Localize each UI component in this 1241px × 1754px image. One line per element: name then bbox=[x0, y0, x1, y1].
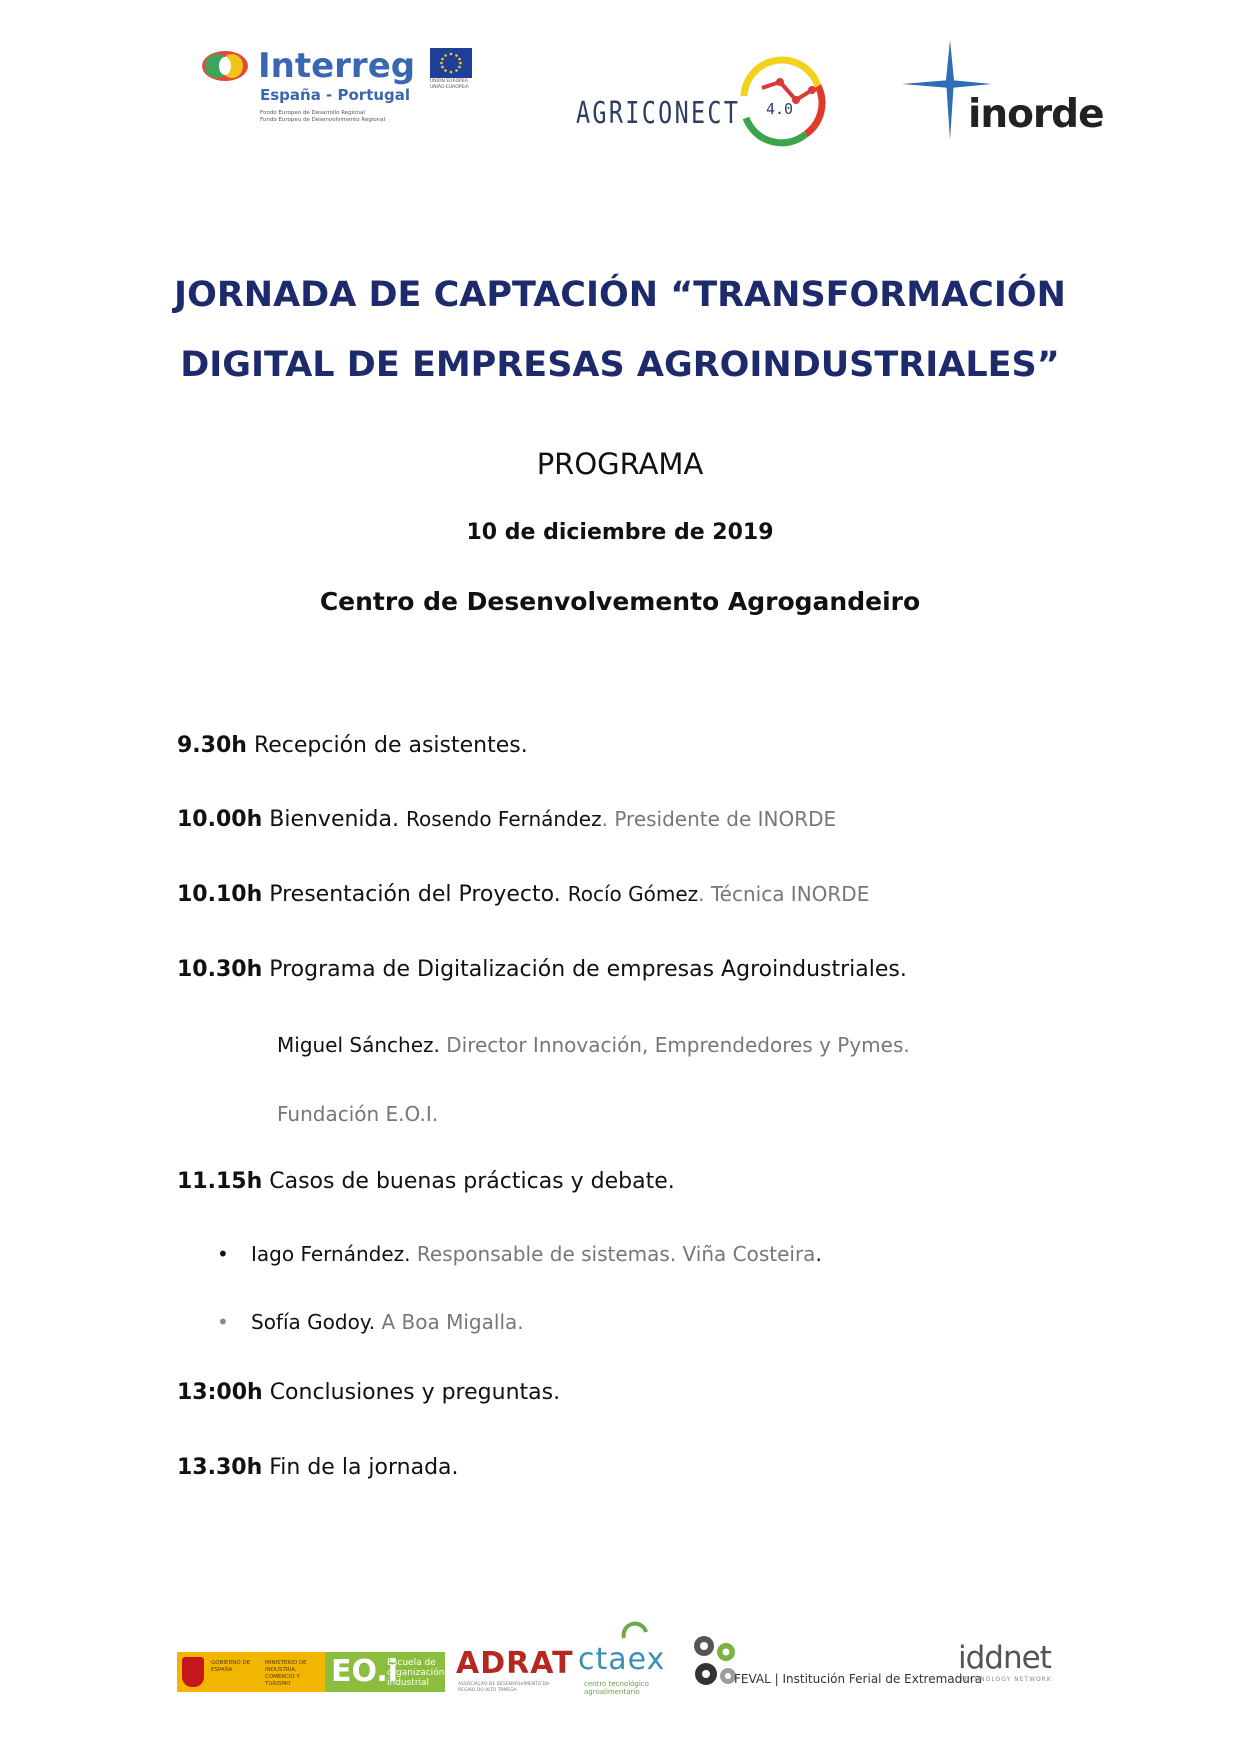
eu-fine-text bbox=[430, 79, 469, 91]
agenda-item bbox=[177, 1455, 459, 1480]
agenda-end: . bbox=[815, 1242, 822, 1266]
agenda-speaker: Miguel Sánchez. bbox=[277, 1033, 440, 1057]
interreg-sub: España - Portugal bbox=[260, 86, 411, 104]
agenda-role: . Técnica INORDE bbox=[698, 882, 870, 906]
adrat-sub: ASSOCIAÇÃO DE DESENVOLVIMENTO DA REGIÃO DO ALTO TÂMEGA bbox=[458, 1682, 550, 1693]
agenda-text: Programa de Digitalización de empresas Agroindustriales. bbox=[262, 957, 907, 982]
agenda-speaker: Iago Fernández. bbox=[251, 1242, 411, 1266]
programa-heading: PROGRAMA bbox=[536, 447, 704, 481]
event-title-line-1: JORNADA DE CAPTACIÓN “TRANSFORMACIÓN bbox=[174, 275, 1066, 315]
agenda-item bbox=[177, 1380, 560, 1405]
ctaex-swirl-icon bbox=[620, 1620, 650, 1642]
agenda-item bbox=[177, 957, 907, 982]
eoi-sub: Escuela de organización industrial bbox=[387, 1658, 445, 1688]
agenda-role: Responsable de sistemas. Viña Costeira bbox=[410, 1242, 816, 1266]
inorde-word: inorde bbox=[968, 92, 1104, 137]
agenda-role: A Boa Migalla. bbox=[375, 1310, 524, 1334]
interreg-name: Interreg bbox=[258, 46, 416, 86]
agenda-role: Director Innovación, Emprendedores y Pymes. bbox=[439, 1033, 910, 1057]
interreg-fine-b: Fundo Europeu de Desenvolvimento Regional bbox=[260, 117, 386, 123]
event-title-line-2: DIGITAL DE EMPRESAS AGROINDUSTRIALES” bbox=[180, 345, 1060, 385]
gobierno-logo bbox=[177, 1652, 325, 1692]
eoi-logo bbox=[325, 1652, 445, 1692]
agenda-text: Bienvenida. bbox=[262, 807, 406, 832]
inorde-logo bbox=[902, 40, 1102, 140]
iddnet-word: iddnet bbox=[958, 1640, 1051, 1676]
agenda-text: Presentación del Proyecto. bbox=[262, 882, 568, 907]
interreg-fine-a: Fondo Europeo de Desarrollo Regional bbox=[260, 110, 365, 116]
agenda-bullet-item bbox=[217, 1242, 822, 1267]
adrat-word: ADRAT bbox=[456, 1646, 574, 1681]
agenda-text: Fin de la jornada. bbox=[262, 1455, 459, 1480]
feval-gears-icon bbox=[692, 1632, 740, 1694]
agriconect-word: AGRICONECT bbox=[576, 96, 741, 131]
agenda-text: Conclusiones y preguntas. bbox=[262, 1380, 561, 1405]
ministerio-text: MINISTERIO DE INDUSTRIA, COMERCIO Y TURISMO bbox=[265, 1660, 307, 1687]
event-title bbox=[120, 260, 1120, 400]
iddnet-sub: TECHNOLOGY NETWORK bbox=[960, 1676, 1052, 1683]
eu-flag-icon bbox=[430, 48, 472, 78]
bullet-icon: • bbox=[217, 1310, 229, 1334]
event-date: 10 de diciembre de 2019 bbox=[466, 520, 774, 545]
eu-fine-b: UNIÃO EUROPEIA bbox=[430, 85, 469, 90]
ctaex-logo bbox=[578, 1620, 668, 1700]
agenda-time: 13.30h bbox=[177, 1455, 263, 1480]
agenda-item bbox=[177, 733, 528, 758]
agenda-item bbox=[177, 807, 836, 832]
iddnet-logo bbox=[958, 1640, 1058, 1690]
agenda-speaker: Rosendo Fernández bbox=[405, 807, 602, 831]
gobierno-text: GOBIERNO DE ESPAÑA bbox=[211, 1660, 251, 1673]
agenda-time: 10.10h bbox=[177, 882, 263, 907]
ctaex-sub: centro tecnológico agroalimentario bbox=[584, 1680, 649, 1696]
agenda-text: Recepción de asistentes. bbox=[246, 733, 528, 758]
interreg-mark-icon bbox=[200, 48, 250, 88]
event-venue: Centro de Desenvolvemento Agrogandeiro bbox=[319, 587, 921, 616]
agenda-role: Fundación E.O.I. bbox=[277, 1102, 439, 1126]
agriconect-logo bbox=[572, 56, 852, 154]
agenda-speaker: Rocío Gómez bbox=[567, 882, 699, 906]
agenda-time: 13:00h bbox=[177, 1380, 263, 1405]
ctaex-word: ctaex bbox=[578, 1642, 666, 1677]
agenda-subitem bbox=[277, 1033, 910, 1058]
agriconect-version: 4.0 bbox=[766, 100, 794, 118]
agenda-time: 10.30h bbox=[177, 957, 263, 982]
eu-fine-a: UNIÓN EUROPEA bbox=[430, 79, 468, 84]
agenda-bullet-item bbox=[217, 1310, 524, 1335]
agenda-time: 9.30h bbox=[177, 733, 247, 758]
agenda-time: 10.00h bbox=[177, 807, 263, 832]
bullet-icon: • bbox=[217, 1242, 229, 1266]
agenda-subitem bbox=[277, 1102, 438, 1127]
agenda-time: 11.15h bbox=[177, 1169, 263, 1194]
feval-logo bbox=[692, 1632, 983, 1702]
adrat-logo bbox=[456, 1646, 574, 1700]
agenda-text: Casos de buenas prácticas y debate. bbox=[262, 1169, 675, 1194]
agenda-role: . Presidente de INORDE bbox=[601, 807, 837, 831]
feval-text: FEVAL | Institución Ferial de Extremadura bbox=[734, 1672, 983, 1686]
eoi-mark: EO.i bbox=[331, 1654, 399, 1689]
coat-of-arms-icon bbox=[182, 1657, 204, 1687]
agenda-item bbox=[177, 1169, 675, 1194]
interreg-logo bbox=[200, 46, 490, 136]
agenda-speaker: Sofía Godoy. bbox=[251, 1310, 376, 1334]
agenda-item bbox=[177, 882, 869, 907]
